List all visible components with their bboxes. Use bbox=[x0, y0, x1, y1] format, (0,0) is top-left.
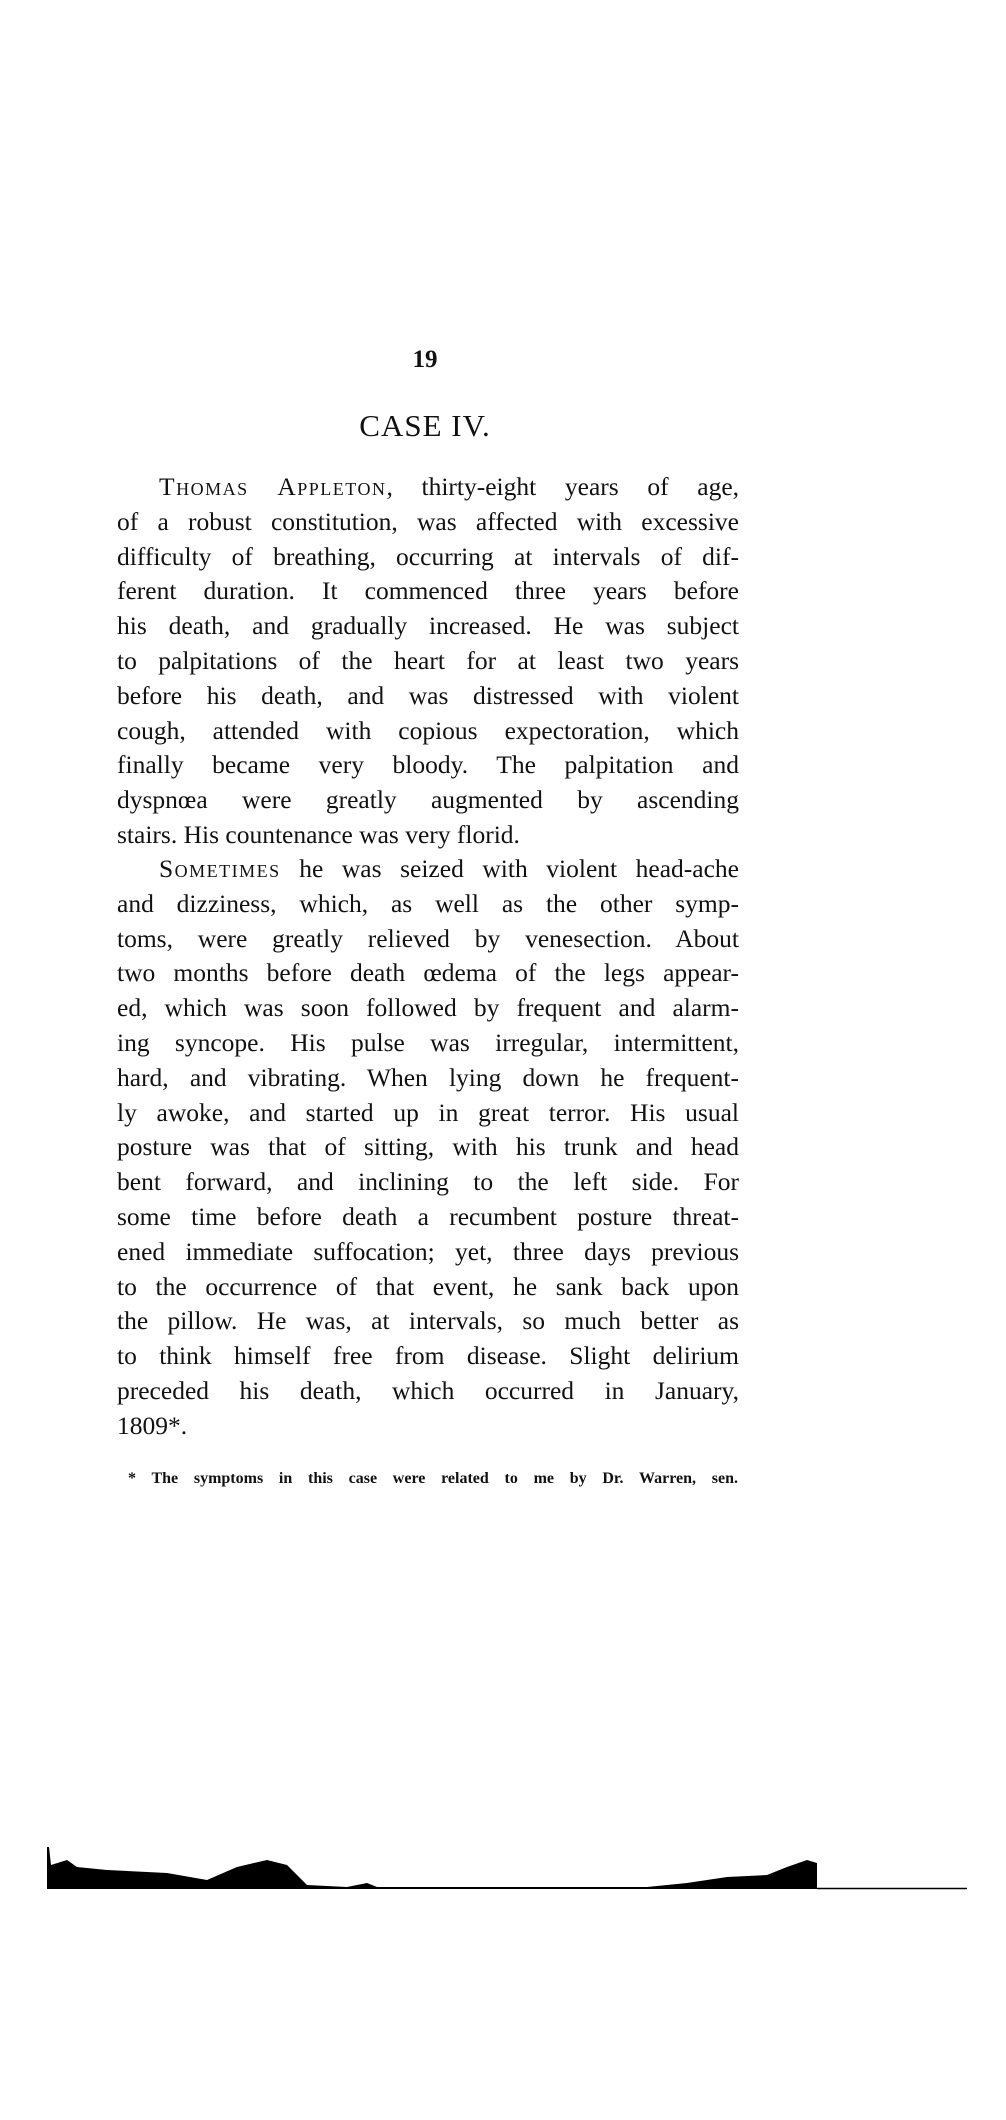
text-line bbox=[117, 1130, 739, 1165]
text-line bbox=[117, 1235, 739, 1270]
text-line bbox=[117, 991, 739, 1026]
line-text: , thirty-eight years of age, bbox=[386, 472, 740, 501]
text-line bbox=[117, 644, 739, 679]
line-text: to think himself free from disease. Slight delirium bbox=[117, 1341, 739, 1371]
line-text: finally became very bloody. The palpitation and bbox=[117, 750, 739, 780]
text-line bbox=[117, 540, 739, 575]
text-line bbox=[117, 922, 739, 957]
text-line bbox=[117, 1061, 739, 1096]
scan-edge-shape bbox=[47, 1847, 817, 1889]
text-line bbox=[117, 470, 739, 505]
text-line bbox=[117, 574, 739, 609]
line-text: hard, and vibrating. When lying down he frequent- bbox=[117, 1062, 739, 1092]
line-text: cough, attended with copious expectoration, which bbox=[117, 715, 739, 745]
line-text: before his death, and was distressed with violent bbox=[117, 680, 739, 710]
line-text: some time before death a recumbent posture threat- bbox=[117, 1201, 739, 1231]
text-line bbox=[117, 818, 739, 853]
line-text: ed, which was soon followed by frequent and alarm- bbox=[117, 993, 739, 1023]
text-line bbox=[117, 748, 739, 783]
line-text: 1809*. bbox=[117, 1410, 188, 1440]
text-line bbox=[117, 783, 739, 818]
text-line bbox=[117, 714, 739, 749]
line-text: to the occurrence of that event, he sank back upon bbox=[117, 1271, 739, 1301]
line-text: he was seized with violent head-ache bbox=[280, 854, 739, 883]
line-text: ing syncope. His pulse was irregular, intermittent, bbox=[117, 1027, 739, 1057]
line-text: ened immediate suffocation; yet, three days previous bbox=[117, 1236, 739, 1266]
text-line bbox=[117, 609, 739, 644]
text-line bbox=[117, 1339, 739, 1374]
line-text: to palpitations of the heart for at least two years bbox=[117, 645, 739, 675]
text-line bbox=[117, 852, 739, 887]
line-text: ferent duration. It commenced three years before bbox=[117, 576, 739, 606]
line-text: and dizziness, which, as well as the other symp- bbox=[117, 888, 739, 918]
text-line bbox=[117, 1096, 739, 1131]
text-line bbox=[117, 1304, 739, 1339]
text-line bbox=[117, 1374, 739, 1409]
line-text: posture was that of sitting, with his trunk and head bbox=[117, 1132, 739, 1162]
text-line bbox=[117, 887, 739, 922]
paragraph-2 bbox=[117, 852, 739, 1444]
page-number: 19 bbox=[412, 346, 438, 373]
text-line bbox=[117, 1270, 739, 1305]
text-line bbox=[117, 1165, 739, 1200]
text-line bbox=[117, 505, 739, 540]
line-text: bent forward, and inclining to the left side. For bbox=[117, 1167, 739, 1197]
line-text: two months before death œdema of the legs appear- bbox=[117, 958, 739, 988]
footnote: * The symptoms in this case were related to me by Dr. Warren, sen. bbox=[128, 1470, 738, 1487]
text-line bbox=[117, 679, 739, 714]
small-caps-lead: Sometimes bbox=[159, 854, 281, 883]
line-text: the pillow. He was, at intervals, so much better as bbox=[117, 1306, 739, 1336]
scan-edge-artifact bbox=[47, 1845, 967, 1890]
line-text: difficulty of breathing, occurring at intervals of dif- bbox=[117, 541, 739, 571]
text-line bbox=[117, 1409, 739, 1444]
line-text: toms, were greatly relieved by venesection. About bbox=[117, 923, 739, 953]
text-line bbox=[117, 1026, 739, 1061]
case-title: CASE IV. bbox=[359, 408, 491, 443]
small-caps-lead: Thomas Appleton bbox=[159, 472, 387, 501]
line-text: preceded his death, which occurred in January, bbox=[117, 1375, 739, 1405]
line-text: stairs. His countenance was very florid. bbox=[117, 819, 520, 849]
line-text: dyspnœa were greatly augmented by ascending bbox=[117, 785, 739, 815]
line-text: of a robust constitution, was affected with excessive bbox=[117, 506, 739, 536]
text-line bbox=[117, 956, 739, 991]
text-line bbox=[117, 1200, 739, 1235]
line-text: his death, and gradually increased. He was subject bbox=[117, 611, 739, 641]
paragraph-1 bbox=[117, 470, 739, 853]
line-text: ly awoke, and started up in great terror. His usual bbox=[117, 1097, 739, 1127]
